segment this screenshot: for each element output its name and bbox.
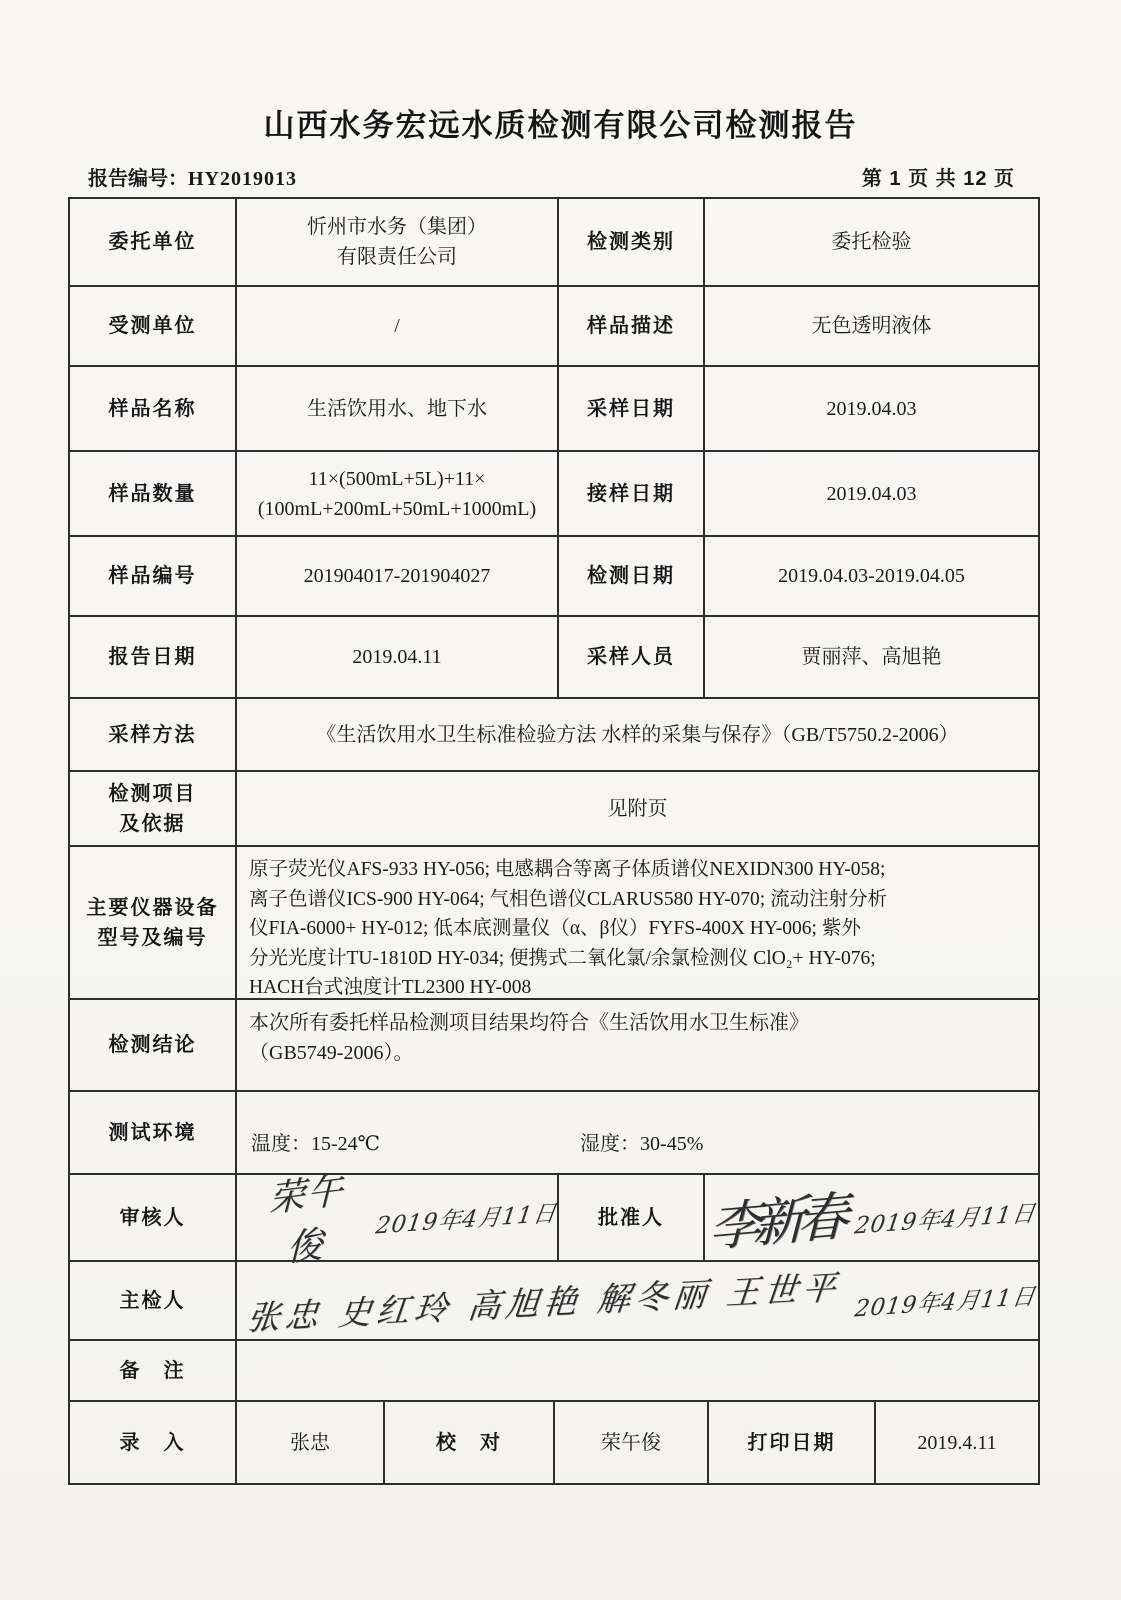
instruments-line-5: HACH台式浊度计TL2300 HY-008 bbox=[249, 977, 532, 998]
client-label-cell bbox=[70, 199, 237, 285]
sampling-date-value: 2019.04.03 bbox=[826, 397, 917, 420]
entry-label-cell bbox=[70, 1402, 237, 1483]
sampling-date-value-cell bbox=[705, 367, 1038, 450]
report-meta-row bbox=[88, 162, 1015, 191]
sampling-staff-label: 采样人员 bbox=[587, 646, 675, 668]
proof-value-cell bbox=[555, 1402, 709, 1483]
proof-label: 校 对 bbox=[436, 1431, 502, 1454]
sampling-staff-value-cell bbox=[705, 617, 1038, 697]
row-environment bbox=[70, 1092, 1038, 1175]
tested-unit-value: / bbox=[394, 315, 400, 337]
conclusion-line2: （GB5749-2006）。 bbox=[249, 1042, 414, 1064]
row-report-date bbox=[70, 617, 1038, 699]
receive-date-label: 接样日期 bbox=[587, 482, 675, 505]
client-label: 委托单位 bbox=[108, 231, 197, 253]
sample-no-label-cell bbox=[70, 537, 237, 615]
environment-temperature: 温度：15-24℃ bbox=[251, 1133, 381, 1155]
main-inspector-signature-date: 2019年4月11日 bbox=[852, 1283, 1038, 1323]
sample-no-label: 样品编号 bbox=[108, 565, 197, 587]
test-date-label: 检测日期 bbox=[587, 565, 675, 587]
sample-name-value-cell bbox=[237, 367, 559, 450]
sample-name-label-cell bbox=[70, 367, 237, 450]
client-value-line1: 忻州市水务（集团） bbox=[307, 216, 487, 238]
instruments-label-cell bbox=[70, 847, 237, 998]
conclusion-line1: 本次所有委托样品检测项目结果均符合《生活饮用水卫生标准》 bbox=[249, 1012, 809, 1034]
sample-name-label: 样品名称 bbox=[108, 397, 197, 420]
entry-label: 录 入 bbox=[119, 1431, 186, 1454]
test-category-value-cell bbox=[705, 199, 1038, 285]
remarks-label: 备 注 bbox=[119, 1359, 186, 1382]
sampling-method-label-cell bbox=[70, 699, 237, 770]
test-date-value: 2019.04.03-2019.04.05 bbox=[778, 565, 965, 587]
row-instruments bbox=[70, 847, 1038, 1000]
report-title: 山西水务宏远水质检测有限公司检测报告 bbox=[263, 108, 858, 143]
main-inspector-signatures: 张忠 史红玲 高旭艳 解冬丽 王世平 bbox=[245, 1267, 843, 1338]
report-number bbox=[88, 162, 297, 191]
report-date-value-cell bbox=[237, 617, 559, 697]
main-inspector-label-cell bbox=[70, 1262, 237, 1339]
sample-quantity-label-cell bbox=[70, 452, 237, 535]
approver-signature-cell bbox=[705, 1175, 1038, 1260]
sample-no-value-cell bbox=[237, 537, 559, 615]
test-category-label: 检测类别 bbox=[587, 231, 675, 253]
reviewer-signature-cell bbox=[237, 1169, 559, 1270]
row-sample-name bbox=[70, 367, 1038, 452]
report-date-value: 2019.04.11 bbox=[352, 646, 442, 668]
row-main-inspector bbox=[70, 1262, 1038, 1341]
sampling-method-label: 采样方法 bbox=[108, 723, 197, 746]
instruments-line-4: 分光光度计TU-1810D HY-034; 便携式二氧化氯/余氯检测仪 ClO₂+ HY-076; bbox=[249, 947, 876, 969]
sample-description-value-cell bbox=[705, 287, 1038, 365]
client-value-cell bbox=[237, 199, 559, 285]
environment-humidity: 湿度：30-45% bbox=[580, 1133, 704, 1155]
approver-signature-date: 2019年4月11日 bbox=[853, 1200, 1038, 1240]
row-reviewer-approver bbox=[70, 1169, 1038, 1270]
row-sample-quantity bbox=[70, 452, 1038, 537]
receive-date-label-cell bbox=[559, 452, 705, 535]
main-inspector-signature-cell bbox=[237, 1262, 1038, 1339]
test-date-label-cell bbox=[559, 537, 705, 615]
proof-label-cell bbox=[385, 1402, 555, 1483]
entry-value: 张忠 bbox=[290, 1431, 330, 1454]
row-remarks bbox=[70, 1341, 1038, 1402]
conclusion-label: 检测结论 bbox=[108, 1034, 197, 1056]
sample-quantity-line2: (100mL+200mL+50mL+1000mL) bbox=[257, 497, 537, 520]
instruments-value-cell bbox=[237, 847, 1038, 998]
print-date-value: 2019.4.11 bbox=[917, 1431, 997, 1454]
approver-label: 批准人 bbox=[598, 1206, 664, 1229]
test-date-value-cell bbox=[705, 537, 1038, 615]
row-entry bbox=[70, 1402, 1038, 1483]
tested-unit-label-cell bbox=[70, 287, 237, 365]
sampling-method-value-cell bbox=[237, 699, 1038, 770]
row-sample-no bbox=[70, 537, 1038, 617]
remarks-value-cell bbox=[237, 1341, 1038, 1400]
report-number-value: HY2019013 bbox=[188, 168, 297, 190]
print-date-label-cell bbox=[709, 1402, 876, 1483]
tested-unit-value-cell bbox=[237, 287, 559, 365]
sampling-date-label: 采样日期 bbox=[587, 397, 675, 420]
sample-quantity-label: 样品数量 bbox=[108, 482, 197, 505]
conclusion-value-cell bbox=[237, 1000, 1038, 1090]
row-test-items bbox=[70, 772, 1038, 847]
test-category-value: 委托检验 bbox=[831, 231, 912, 253]
sampling-method-value: 《生活饮用水卫生标准检验方法 水样的采集与保存》（GB/T5750.2-2006） bbox=[316, 723, 959, 746]
proof-value: 荣午俊 bbox=[601, 1431, 661, 1454]
test-items-label-cell bbox=[70, 772, 237, 845]
remarks-label-cell bbox=[70, 1341, 237, 1400]
approver-label-cell bbox=[559, 1175, 705, 1260]
instruments-line-2: 离子色谱仪ICS-900 HY-064; 气相色谱仪CLARUS580 HY-070; 流动注射分析 bbox=[249, 888, 888, 910]
row-tested-unit bbox=[70, 287, 1038, 367]
tested-unit-label: 受测单位 bbox=[108, 315, 197, 337]
instruments-line-1: 原子荧光仪AFS-933 HY-056; 电感耦合等离子体质谱仪NEXIDN300 HY-058; bbox=[249, 859, 886, 880]
conclusion-label-cell bbox=[70, 1000, 237, 1090]
approver-signature: 李新春 bbox=[708, 1187, 842, 1259]
reviewer-signature-date: 2019年4月11日 bbox=[373, 1200, 559, 1240]
report-date-label: 报告日期 bbox=[108, 646, 197, 668]
sample-description-value: 无色透明液体 bbox=[811, 315, 932, 337]
client-value-line2: 有限责任公司 bbox=[337, 246, 457, 268]
report-date-label-cell bbox=[70, 617, 237, 697]
sample-quantity-line1: 11×(500mL+5L)+11× bbox=[308, 467, 486, 490]
row-client bbox=[70, 199, 1038, 287]
receive-date-value-cell bbox=[705, 452, 1038, 535]
sample-description-label-cell bbox=[559, 287, 705, 365]
sampling-date-label-cell bbox=[559, 367, 705, 450]
receive-date-value: 2019.04.03 bbox=[826, 482, 917, 505]
environment-label: 测试环境 bbox=[108, 1121, 197, 1144]
sample-quantity-value-cell bbox=[237, 452, 559, 535]
instruments-label-line2: 型号及编号 bbox=[97, 926, 208, 949]
instruments-line-3: 仪FIA-6000+ HY-012; 低本底测量仪（α、β仪）FYFS-400X HY-006; 紫外 bbox=[249, 918, 861, 939]
test-items-value: 见附页 bbox=[607, 797, 668, 820]
main-inspector-label: 主检人 bbox=[119, 1289, 186, 1312]
test-category-label-cell bbox=[559, 199, 705, 285]
test-items-value-cell bbox=[237, 772, 1038, 845]
sample-name-value: 生活饮用水、地下水 bbox=[307, 397, 487, 420]
reviewer-label-cell bbox=[70, 1175, 237, 1260]
print-date-value-cell bbox=[876, 1402, 1038, 1483]
sample-description-label: 样品描述 bbox=[587, 315, 675, 337]
reviewer-label: 审核人 bbox=[119, 1206, 186, 1229]
row-conclusion bbox=[70, 1000, 1038, 1092]
sampling-staff-value: 贾丽萍、高旭艳 bbox=[801, 646, 942, 668]
report-number-label: 报告编号： bbox=[88, 168, 188, 190]
report-table bbox=[68, 197, 1040, 1485]
environment-label-cell bbox=[70, 1092, 237, 1173]
page-indicator: 第 1 页 共 12 页 bbox=[861, 168, 1015, 190]
instruments-label-line1: 主要仪器设备 bbox=[86, 896, 219, 919]
row-sampling-method bbox=[70, 699, 1038, 772]
print-date-label: 打印日期 bbox=[747, 1431, 836, 1454]
test-items-label-line2: 及依据 bbox=[119, 812, 186, 835]
sampling-staff-label-cell bbox=[559, 617, 705, 697]
test-items-label-line1: 检测项目 bbox=[108, 782, 197, 805]
reviewer-signature: 荣午俊 bbox=[268, 1169, 345, 1270]
entry-value-cell bbox=[237, 1402, 385, 1483]
sample-no-value: 201904017-201904027 bbox=[303, 565, 491, 587]
